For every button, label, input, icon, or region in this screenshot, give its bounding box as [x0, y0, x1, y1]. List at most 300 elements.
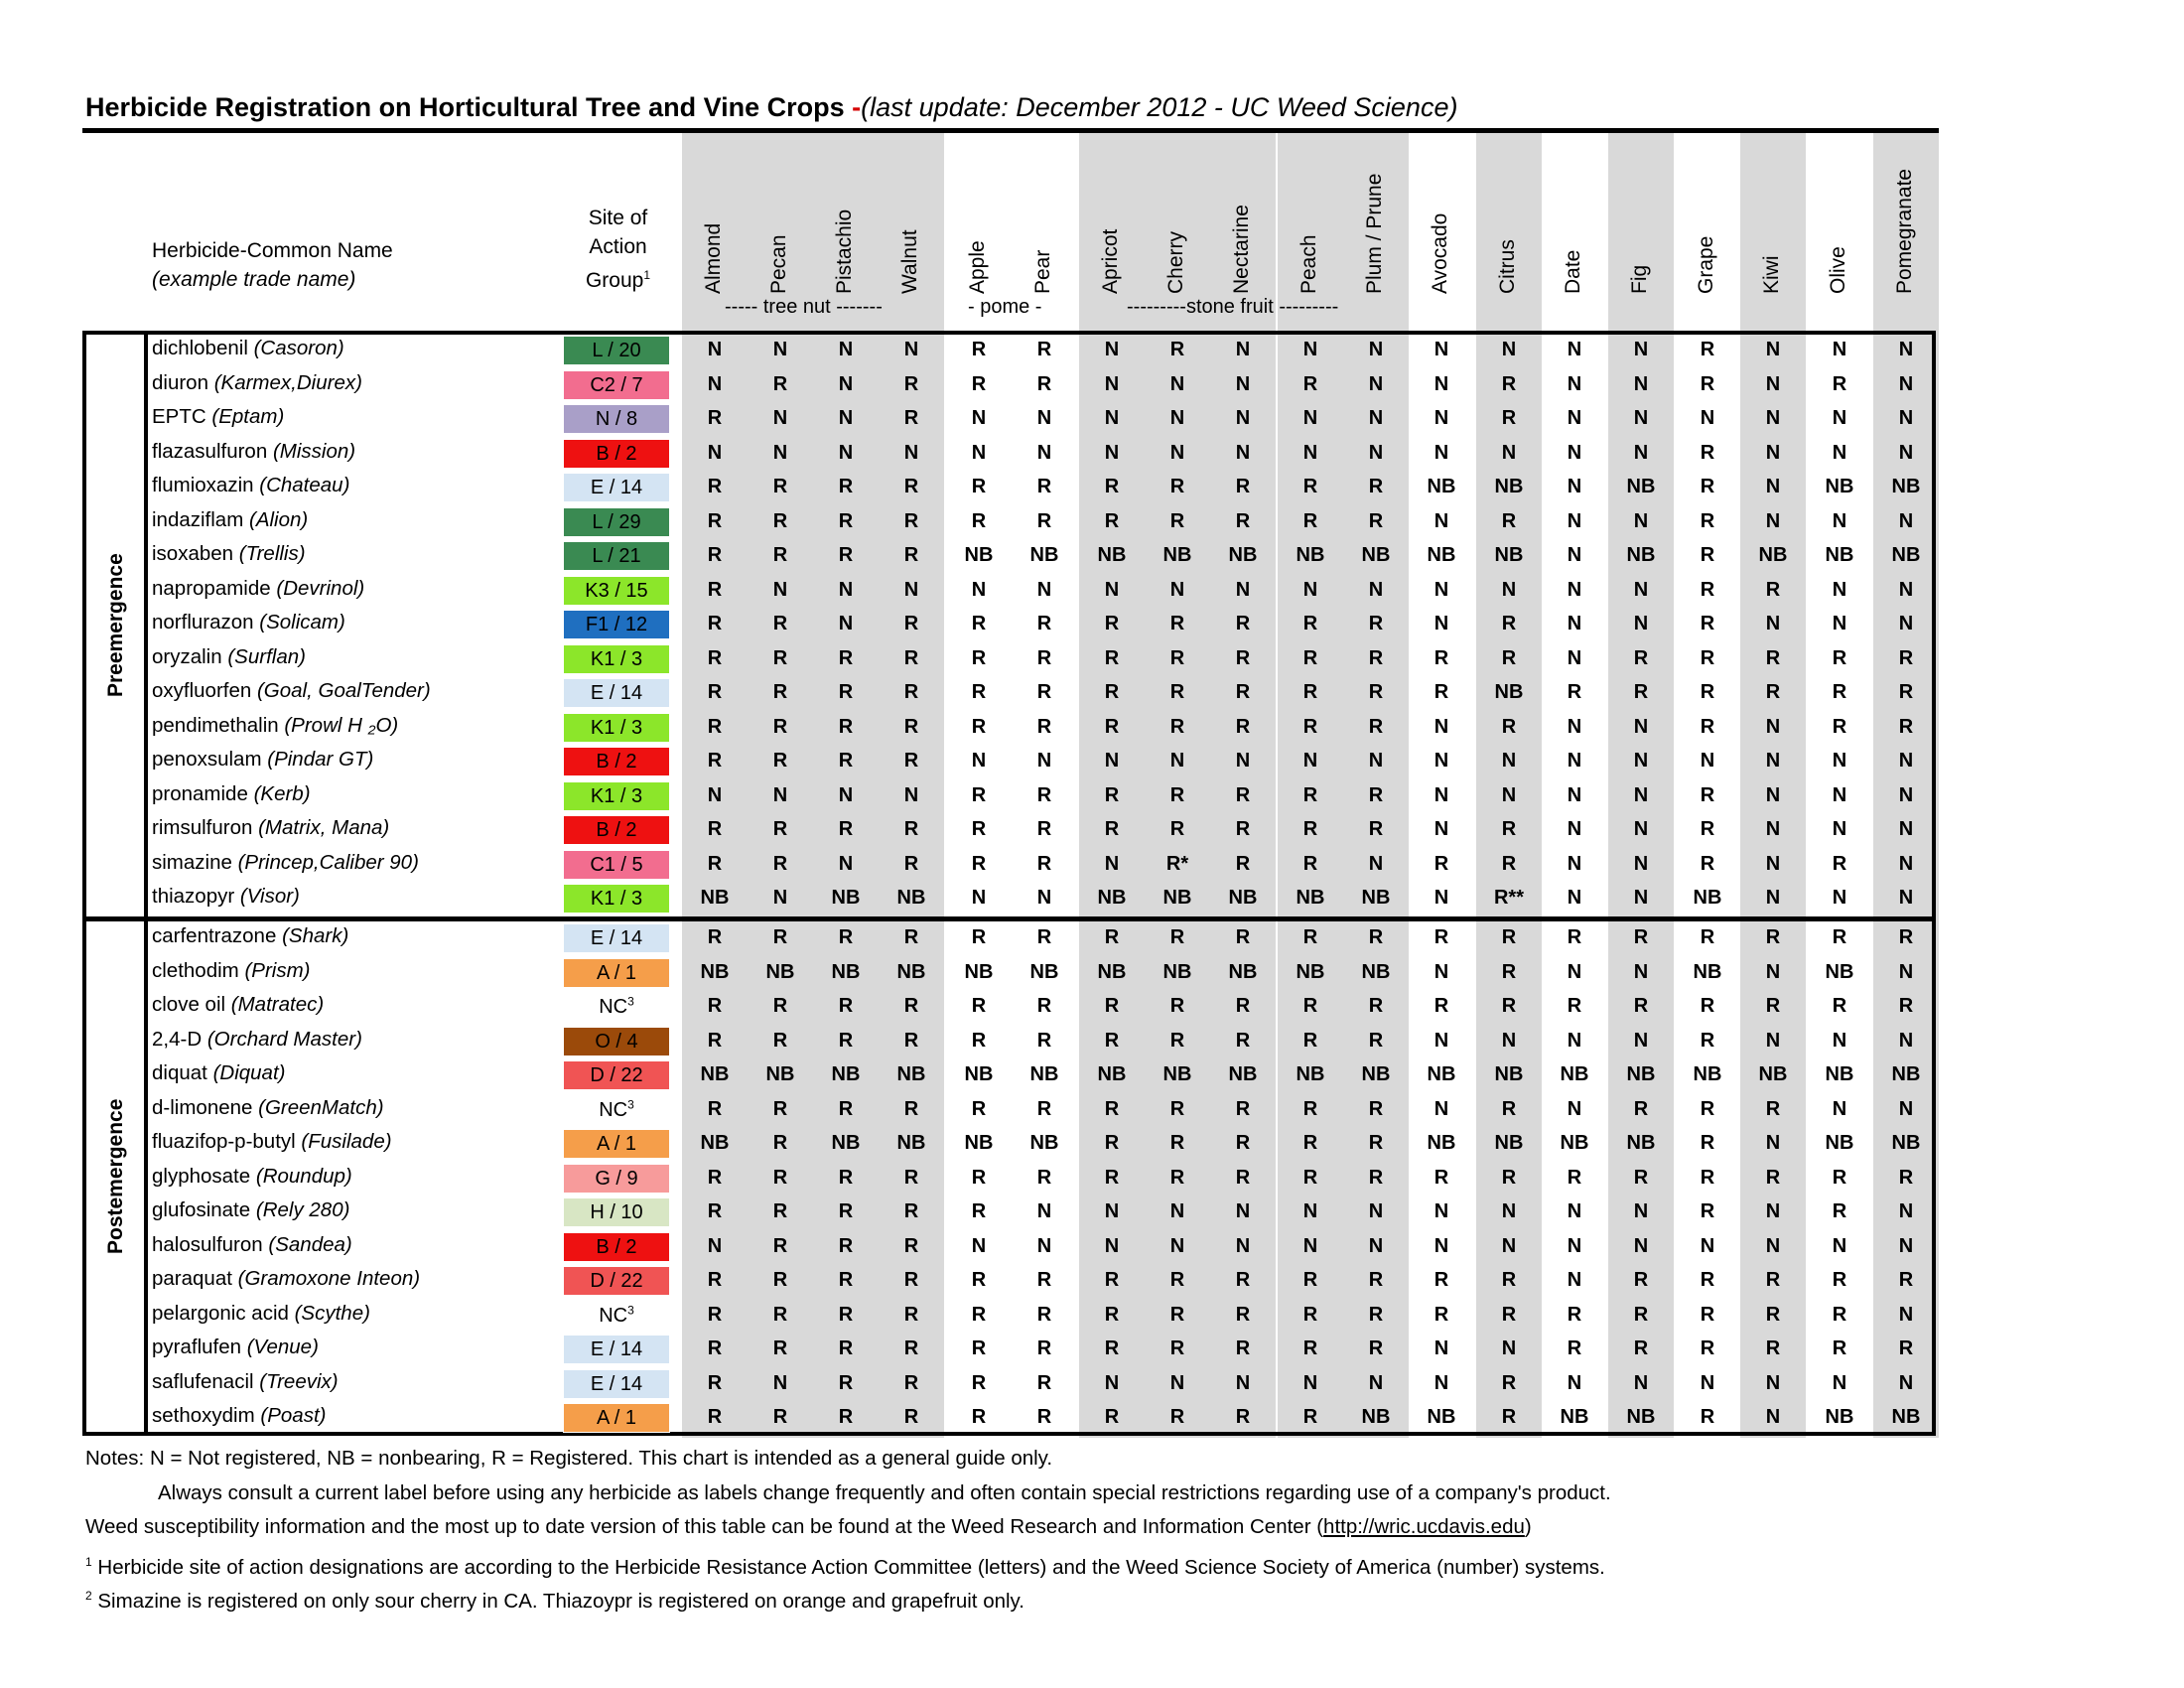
- registration-olive: R: [1832, 1200, 1847, 1222]
- herbicide-name: [152, 885, 300, 909]
- registration-olive: R: [1832, 1269, 1847, 1291]
- registration-kiwi: R: [1765, 1303, 1781, 1326]
- registration-grape: R: [1700, 441, 1715, 464]
- registration-pomegranate: N: [1898, 407, 1914, 429]
- registration-nectarine: N: [1235, 372, 1251, 395]
- registration-apricot: NB: [1097, 1063, 1127, 1085]
- note-line-3-text: Weed susceptibility information and the most up to date version of this table can be found at the Weed Research and Information Center (: [85, 1515, 1324, 1538]
- registration-walnut: R: [903, 818, 919, 840]
- registration-cherry: N: [1169, 1371, 1185, 1394]
- table-row: [0, 1401, 2184, 1436]
- registration-almond: R: [707, 544, 723, 566]
- registration-grape: N: [1700, 407, 1715, 429]
- registration-fig: R: [1633, 1337, 1649, 1359]
- trade-name: (Prowl H ₂O): [284, 713, 399, 737]
- registration-fig: N: [1633, 372, 1649, 395]
- registration-fig: NB: [1626, 1063, 1656, 1085]
- registration-pomegranate: R: [1898, 1337, 1914, 1359]
- site-header-footnote-mark: 1: [643, 268, 651, 282]
- registration-almond: N: [707, 1234, 723, 1257]
- registration-apricot: NB: [1097, 960, 1127, 983]
- registration-date: N: [1567, 1371, 1582, 1394]
- registration-apple: R: [971, 783, 987, 806]
- crop-header-nectarine: Nectarine: [1230, 205, 1253, 294]
- registration-cherry: N: [1169, 578, 1185, 601]
- registration-apple: R: [971, 1337, 987, 1359]
- registration-nectarine: NB: [1228, 544, 1258, 566]
- registration-avocado: R: [1433, 852, 1449, 875]
- registration-walnut: R: [903, 1166, 919, 1189]
- crop-header-plum-prune: Plum / Prune: [1363, 173, 1386, 294]
- site-of-action-label: G / 9: [595, 1167, 638, 1190]
- registration-peach: N: [1302, 578, 1318, 601]
- registration-grape: R: [1700, 681, 1715, 703]
- registration-nectarine: NB: [1228, 1063, 1258, 1085]
- registration-olive: N: [1832, 750, 1847, 772]
- crop-header-pistachio: Pistachio: [833, 209, 856, 294]
- registration-fig: N: [1633, 887, 1649, 909]
- site-of-action-group: [563, 404, 670, 434]
- common-name: pelargonic acid: [152, 1301, 289, 1325]
- site-of-action-label: N / 8: [595, 408, 638, 430]
- crop-header-olive: Olive: [1827, 246, 1849, 294]
- table-row: [0, 882, 2184, 916]
- registration-cherry: R: [1169, 1406, 1185, 1428]
- registration-nectarine: R: [1235, 1269, 1251, 1291]
- registration-olive: R: [1832, 646, 1847, 669]
- site-of-action-label: D / 22: [590, 1270, 643, 1292]
- registration-apricot: N: [1104, 407, 1120, 429]
- registration-walnut: R: [903, 613, 919, 634]
- registration-pistachio: R: [838, 1097, 854, 1120]
- registration-walnut: R: [903, 407, 919, 429]
- registration-plum-prune: R: [1368, 1097, 1384, 1120]
- registration-cherry: R: [1169, 715, 1185, 738]
- registration-pecan: R: [772, 681, 788, 703]
- table-row: [0, 1093, 2184, 1128]
- registration-fig: N: [1633, 1200, 1649, 1222]
- registration-pistachio: N: [838, 578, 854, 601]
- footnote-2: [85, 1579, 1611, 1614]
- trade-name: (Orchard Master): [206, 1027, 362, 1051]
- registration-citrus: R: [1501, 372, 1517, 395]
- registration-walnut: R: [903, 1029, 919, 1052]
- site-of-action-group: [563, 336, 670, 365]
- table-row: [0, 921, 2184, 956]
- registration-pomegranate: N: [1898, 783, 1914, 806]
- registration-date: N: [1567, 613, 1582, 634]
- registration-pistachio: R: [838, 1337, 854, 1359]
- table-row: [0, 1367, 2184, 1402]
- registration-cherry: R: [1169, 1269, 1185, 1291]
- herbicide-name: [152, 993, 324, 1017]
- registration-grape: NB: [1693, 887, 1722, 909]
- registration-nectarine: N: [1235, 750, 1251, 772]
- registration-avocado: R: [1433, 646, 1449, 669]
- registration-plum-prune: R: [1368, 1269, 1384, 1291]
- registration-apricot: N: [1104, 750, 1120, 772]
- registration-fig: N: [1633, 1029, 1649, 1052]
- site-of-action-group: [563, 610, 670, 639]
- herbicide-name: [152, 577, 364, 601]
- registration-apple: N: [971, 407, 987, 429]
- registration-grape: R: [1700, 1132, 1715, 1154]
- common-name: glyphosate: [152, 1164, 251, 1188]
- registration-citrus: R: [1501, 1406, 1517, 1428]
- herbicide-name-header-line1: Herbicide-Common Name: [152, 239, 393, 262]
- registration-fig: NB: [1626, 1132, 1656, 1154]
- registration-kiwi: N: [1765, 372, 1781, 395]
- registration-pear: R: [1036, 1029, 1052, 1052]
- registration-cherry: R: [1169, 1132, 1185, 1154]
- registration-nectarine: R: [1235, 1337, 1251, 1359]
- trade-name: (Scythe): [294, 1301, 370, 1325]
- registration-pecan: R: [772, 509, 788, 532]
- registration-kiwi: N: [1765, 783, 1781, 806]
- registration-pecan: R: [772, 1234, 788, 1257]
- common-name: EPTC: [152, 405, 206, 428]
- site-of-action-label: B / 2: [596, 819, 637, 841]
- registration-apple: R: [971, 681, 987, 703]
- site-header-line1: Site of: [588, 207, 648, 229]
- herbicide-name: [152, 1404, 326, 1428]
- registration-kiwi: N: [1765, 509, 1781, 532]
- registration-date: N: [1567, 960, 1582, 983]
- note-line-3-close: ): [1524, 1515, 1532, 1538]
- registration-peach: R: [1302, 783, 1318, 806]
- site-of-action-group: [563, 1129, 670, 1159]
- trade-name: (Kerb): [253, 781, 311, 805]
- table-row: [0, 1333, 2184, 1367]
- registration-citrus: N: [1501, 339, 1517, 360]
- crop-header-pear: Pear: [1031, 249, 1054, 294]
- registration-avocado: N: [1433, 509, 1449, 532]
- registration-pear: R: [1036, 613, 1052, 634]
- registration-citrus: N: [1501, 1234, 1517, 1257]
- registration-peach: N: [1302, 1200, 1318, 1222]
- registration-cherry: R: [1169, 1303, 1185, 1326]
- registration-cherry: R: [1169, 476, 1185, 497]
- registration-olive: R: [1832, 1337, 1847, 1359]
- registration-plum-prune: N: [1368, 1234, 1384, 1257]
- registration-walnut: N: [903, 441, 919, 464]
- registration-date: N: [1567, 1097, 1582, 1120]
- common-name: oxyfluorfen: [152, 679, 252, 702]
- footnote-1-text: Herbicide site of action designations are according to the Herbicide Resistance Action Committee (letters) and the Weed Science Society of America (number) systems.: [91, 1555, 1605, 1579]
- registration-peach: R: [1302, 852, 1318, 875]
- registration-kiwi: NB: [1758, 544, 1788, 566]
- site-of-action-label: A / 1: [596, 1133, 637, 1155]
- table-row: [0, 334, 2184, 368]
- registration-nectarine: NB: [1228, 960, 1258, 983]
- herbicide-name: [152, 371, 362, 395]
- common-name: glufosinate: [152, 1198, 251, 1221]
- notes: [85, 1442, 1611, 1614]
- registration-pecan: R: [772, 1166, 788, 1189]
- registration-nectarine: N: [1235, 1234, 1251, 1257]
- registration-nectarine: NB: [1228, 887, 1258, 909]
- site-of-action-group: [563, 1301, 670, 1331]
- registration-apple: N: [971, 887, 987, 909]
- section-label-preemergence: Preemergence: [104, 553, 127, 697]
- herbicide-name: [152, 1302, 370, 1326]
- common-name: rimsulfuron: [152, 816, 253, 839]
- trade-name: (Devrinol): [276, 576, 365, 600]
- registration-pear: R: [1036, 995, 1052, 1017]
- site-of-action-label: F1 / 12: [585, 614, 648, 635]
- registration-pear: N: [1036, 1200, 1052, 1222]
- trade-name: (Goal, GoalTender): [256, 679, 431, 702]
- site-of-action-header: [566, 204, 670, 295]
- registration-citrus: NB: [1494, 476, 1524, 497]
- site-of-action-label: K1 / 3: [590, 647, 643, 670]
- registration-citrus: R**: [1493, 887, 1524, 909]
- table-row: [0, 1127, 2184, 1162]
- registration-pistachio: NB: [831, 960, 861, 983]
- registration-apricot: R: [1104, 1269, 1120, 1291]
- registration-citrus: R: [1501, 1269, 1517, 1291]
- registration-walnut: R: [903, 1303, 919, 1326]
- registration-walnut: R: [903, 509, 919, 532]
- registration-pomegranate: N: [1898, 578, 1914, 601]
- registration-almond: N: [707, 339, 723, 360]
- registration-date: R: [1567, 681, 1582, 703]
- registration-fig: N: [1633, 783, 1649, 806]
- registration-cherry: NB: [1162, 544, 1192, 566]
- registration-nectarine: N: [1235, 407, 1251, 429]
- registration-citrus: N: [1501, 1200, 1517, 1222]
- table-row: [0, 437, 2184, 472]
- registration-kiwi: R: [1765, 1166, 1781, 1189]
- site-of-action-label: C2 / 7: [590, 373, 643, 396]
- registration-plum-prune: R: [1368, 926, 1384, 948]
- title-dash: -: [852, 92, 862, 122]
- registration-walnut: R: [903, 1097, 919, 1120]
- registration-fig: N: [1633, 578, 1649, 601]
- registration-fig: NB: [1626, 476, 1656, 497]
- site-of-action-label: E / 14: [590, 1372, 643, 1395]
- registration-citrus: R: [1501, 1166, 1517, 1189]
- group-label-tree-nut: ----- tree nut -------: [725, 296, 883, 318]
- registration-kiwi: N: [1765, 1234, 1781, 1257]
- registration-olive: NB: [1825, 1063, 1854, 1085]
- registration-kiwi: N: [1765, 1029, 1781, 1052]
- registration-kiwi: N: [1765, 887, 1781, 909]
- site-of-action-group: [563, 370, 670, 400]
- registration-olive: N: [1832, 407, 1847, 429]
- site-of-action-label: NC: [599, 1304, 628, 1327]
- trade-name: (Shark): [282, 924, 349, 947]
- registration-plum-prune: NB: [1361, 1406, 1391, 1428]
- registration-kiwi: N: [1765, 441, 1781, 464]
- registration-peach: N: [1302, 339, 1318, 360]
- registration-grape: R: [1700, 852, 1715, 875]
- registration-pomegranate: R: [1898, 681, 1914, 703]
- registration-citrus: N: [1501, 441, 1517, 464]
- registration-pistachio: R: [838, 1200, 854, 1222]
- registration-apricot: R: [1104, 613, 1120, 634]
- registration-avocado: N: [1433, 1337, 1449, 1359]
- group-label-stone-fruit: ---------stone fruit ---------: [1127, 296, 1339, 318]
- registration-fig: N: [1633, 1234, 1649, 1257]
- table-row: [0, 956, 2184, 991]
- registration-plum-prune: R: [1368, 995, 1384, 1017]
- registration-avocado: R: [1433, 995, 1449, 1017]
- site-of-action-group: [563, 1164, 670, 1194]
- registration-plum-prune: NB: [1361, 960, 1391, 983]
- registration-cherry: R: [1169, 681, 1185, 703]
- registration-nectarine: N: [1235, 1371, 1251, 1394]
- common-name: flumioxazin: [152, 474, 254, 496]
- herbicide-name-header: [152, 236, 393, 294]
- registration-pecan: R: [772, 1200, 788, 1222]
- registration-almond: R: [707, 578, 723, 601]
- registration-grape: R: [1700, 783, 1715, 806]
- registration-pecan: R: [772, 926, 788, 948]
- registration-avocado: N: [1433, 613, 1449, 634]
- registration-avocado: N: [1433, 578, 1449, 601]
- trade-name: (Alion): [249, 507, 309, 531]
- registration-grape: R: [1700, 926, 1715, 948]
- registration-date: N: [1567, 372, 1582, 395]
- registration-walnut: R: [903, 1406, 919, 1428]
- registration-pomegranate: N: [1898, 887, 1914, 909]
- crop-header-pecan: Pecan: [767, 234, 790, 294]
- registration-kiwi: R: [1765, 995, 1781, 1017]
- common-name: thiazopyr: [152, 885, 235, 908]
- herbicide-name: [152, 679, 431, 703]
- table-row: [0, 402, 2184, 437]
- registration-avocado: N: [1433, 1029, 1449, 1052]
- registration-cherry: NB: [1162, 1063, 1192, 1085]
- registration-apple: R: [971, 476, 987, 497]
- registration-almond: R: [707, 852, 723, 875]
- common-name: oryzalin: [152, 644, 222, 668]
- registration-pomegranate: N: [1898, 1234, 1914, 1257]
- registration-citrus: N: [1501, 1029, 1517, 1052]
- registration-olive: N: [1832, 1234, 1847, 1257]
- herbicide-name: [152, 405, 284, 429]
- registration-grape: R: [1700, 1166, 1715, 1189]
- registration-apricot: N: [1104, 441, 1120, 464]
- registration-olive: R: [1832, 926, 1847, 948]
- registration-pear: R: [1036, 1406, 1052, 1428]
- table-row: [0, 1299, 2184, 1334]
- section-label-postemergence: Postemergence: [104, 1098, 127, 1254]
- registration-apple: N: [971, 441, 987, 464]
- crop-header-apple: Apple: [966, 240, 989, 294]
- registration-peach: N: [1302, 1371, 1318, 1394]
- registration-apple: R: [971, 1200, 987, 1222]
- registration-walnut: R: [903, 995, 919, 1017]
- registration-apple: R: [971, 1029, 987, 1052]
- registration-pomegranate: N: [1898, 613, 1914, 634]
- registration-kiwi: R: [1765, 926, 1781, 948]
- site-of-action-group: [563, 576, 670, 606]
- registration-pecan: N: [772, 887, 788, 909]
- site-of-action-group: [563, 781, 670, 811]
- note-line-1: Notes: N = Not registered, NB = nonbearing, R = Registered. This chart is intended as a general guide only.: [85, 1447, 1053, 1470]
- registration-kiwi: N: [1765, 960, 1781, 983]
- registration-olive: R: [1832, 1166, 1847, 1189]
- title-subtitle: (last update: December 2012 - UC Weed Science): [861, 92, 1458, 122]
- registration-pear: R: [1036, 646, 1052, 669]
- registration-grape: R: [1700, 818, 1715, 840]
- registration-walnut: R: [903, 544, 919, 566]
- registration-date: R: [1567, 995, 1582, 1017]
- table-row: [0, 1162, 2184, 1196]
- herbicide-name: [152, 645, 306, 669]
- registration-pistachio: N: [838, 852, 854, 875]
- herbicide-name: [152, 1336, 319, 1359]
- registration-cherry: NB: [1162, 887, 1192, 909]
- site-of-action-group: [563, 1369, 670, 1399]
- site-footnote-mark: 3: [627, 994, 634, 1009]
- crop-header-avocado: Avocado: [1429, 212, 1451, 294]
- registration-olive: R: [1832, 852, 1847, 875]
- registration-cherry: R: [1169, 646, 1185, 669]
- registration-date: N: [1567, 750, 1582, 772]
- registration-cherry: N: [1169, 441, 1185, 464]
- site-of-action-group: [563, 850, 670, 880]
- registration-apricot: N: [1104, 1371, 1120, 1394]
- herbicide-name: [152, 1130, 392, 1154]
- registration-walnut: R: [903, 1234, 919, 1257]
- site-of-action-label: B / 2: [596, 1235, 637, 1258]
- registration-pomegranate: NB: [1891, 1406, 1921, 1428]
- registration-cherry: R: [1169, 1097, 1185, 1120]
- trade-name: (Trellis): [238, 542, 306, 565]
- registration-almond: R: [707, 1200, 723, 1222]
- registration-avocado: R: [1433, 1303, 1449, 1326]
- registration-pecan: N: [772, 407, 788, 429]
- registration-grape: R: [1700, 995, 1715, 1017]
- registration-pistachio: N: [838, 441, 854, 464]
- registration-pecan: R: [772, 1269, 788, 1291]
- registration-apricot: NB: [1097, 887, 1127, 909]
- registration-nectarine: R: [1235, 1029, 1251, 1052]
- registration-pistachio: NB: [831, 887, 861, 909]
- title-main: Herbicide Registration on Horticultural Tree and Vine Crops: [85, 92, 853, 122]
- registration-date: N: [1567, 783, 1582, 806]
- trade-name: (Diquat): [212, 1061, 286, 1084]
- wric-link[interactable]: http://wric.ucdavis.edu: [1323, 1515, 1525, 1538]
- registration-olive: N: [1832, 1029, 1847, 1052]
- registration-peach: N: [1302, 750, 1318, 772]
- registration-avocado: N: [1433, 1097, 1449, 1120]
- registration-grape: NB: [1693, 1063, 1722, 1085]
- herbicide-name: [152, 1165, 352, 1189]
- registration-apricot: R: [1104, 1337, 1120, 1359]
- registration-peach: R: [1302, 1303, 1318, 1326]
- registration-fig: NB: [1626, 544, 1656, 566]
- registration-pistachio: R: [838, 715, 854, 738]
- registration-pear: NB: [1029, 1132, 1059, 1154]
- registration-olive: N: [1832, 1097, 1847, 1120]
- registration-avocado: N: [1433, 783, 1449, 806]
- site-of-action-label: E / 14: [590, 477, 643, 498]
- registration-plum-prune: R: [1368, 1132, 1384, 1154]
- registration-pecan: NB: [765, 1063, 795, 1085]
- registration-fig: N: [1633, 407, 1649, 429]
- registration-cherry: R: [1169, 818, 1185, 840]
- registration-grape: R: [1700, 476, 1715, 497]
- table-row: [0, 574, 2184, 609]
- registration-walnut: R: [903, 681, 919, 703]
- registration-date: NB: [1560, 1132, 1589, 1154]
- registration-kiwi: N: [1765, 476, 1781, 497]
- registration-date: NB: [1560, 1406, 1589, 1428]
